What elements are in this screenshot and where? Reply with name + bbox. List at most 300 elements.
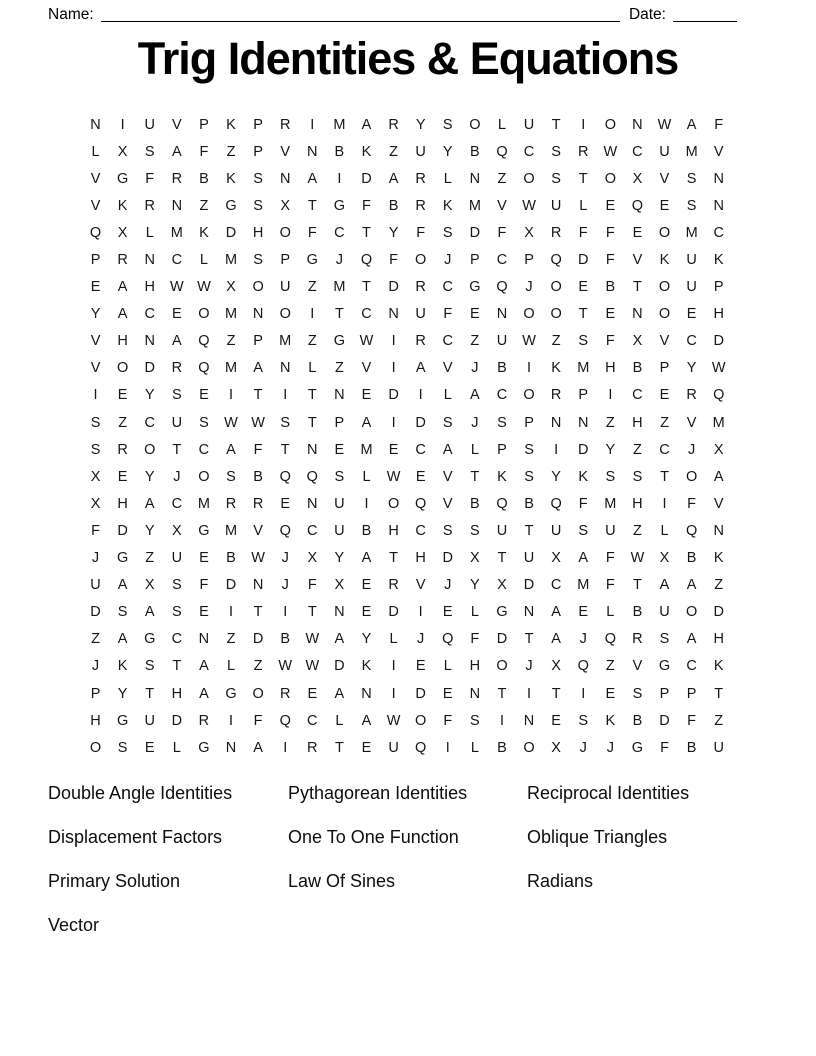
grid-letter: G xyxy=(631,739,644,756)
grid-letter: Z xyxy=(632,441,642,458)
grid-letter: Y xyxy=(334,550,345,567)
grid-letter: K xyxy=(659,252,670,269)
grid-letter: X xyxy=(551,658,561,675)
grid-letter: F xyxy=(578,495,588,512)
grid-letter: X xyxy=(90,495,101,512)
grid-letter: C xyxy=(334,224,345,241)
grid-letter: U xyxy=(496,522,508,539)
grid-letter: F xyxy=(714,116,724,133)
grid-letter: Z xyxy=(470,333,480,350)
grid-letter: H xyxy=(605,360,616,377)
grid-letter: E xyxy=(361,577,372,594)
grid-letter: K xyxy=(713,658,724,675)
grid-letter: Z xyxy=(199,197,209,214)
grid-letter: U xyxy=(713,739,724,756)
grid-letter: E xyxy=(605,685,616,702)
grid-letter: I xyxy=(581,685,586,702)
grid-letter: V xyxy=(90,333,101,350)
grid-letter: P xyxy=(90,685,101,702)
grid-letter: A xyxy=(171,143,182,160)
grid-letter: V xyxy=(442,495,453,512)
grid-letter: M xyxy=(224,306,238,323)
grid-letter: R xyxy=(198,712,210,729)
name-blank-line xyxy=(101,21,620,22)
grid-letter: U xyxy=(550,197,562,214)
grid-letter: S xyxy=(171,387,182,404)
grid-letter: N xyxy=(388,306,399,323)
grid-letter: I xyxy=(364,495,369,512)
grid-letter: Z xyxy=(226,143,236,160)
grid-letter: H xyxy=(117,495,128,512)
word-list-item: Primary Solution xyxy=(48,871,181,891)
grid-letter: F xyxy=(497,224,507,241)
grid-letter: D xyxy=(469,224,481,241)
grid-letter: J xyxy=(471,360,479,377)
grid-letter: D xyxy=(334,658,345,675)
grid-letter: F xyxy=(687,712,697,729)
grid-letter: S xyxy=(334,468,345,485)
grid-letter: T xyxy=(362,279,371,296)
grid-letter: X xyxy=(117,143,128,160)
grid-letter: O xyxy=(252,685,264,702)
grid-letter: L xyxy=(497,116,506,133)
grid-letter: T xyxy=(145,685,155,702)
grid-letter: Q xyxy=(496,279,508,296)
grid-letter: T xyxy=(334,306,344,323)
grid-letter: N xyxy=(523,604,535,621)
grid-letter: Q xyxy=(279,522,291,539)
grid-letter: T xyxy=(172,658,182,675)
grid-letter: O xyxy=(469,116,481,133)
grid-letter: E xyxy=(280,495,291,512)
grid-letter: S xyxy=(199,414,209,431)
grid-letter: C xyxy=(198,441,210,458)
grid-letter: S xyxy=(524,468,534,485)
grid-letter: Z xyxy=(632,522,642,539)
grid-letter: V xyxy=(659,170,670,187)
grid-letter: A xyxy=(253,739,263,756)
grid-letter: P xyxy=(90,252,101,269)
grid-letter: S xyxy=(117,739,128,756)
grid-letter: N xyxy=(713,197,724,214)
grid-letter: N xyxy=(198,631,210,648)
grid-letter: N xyxy=(496,306,508,323)
grid-letter: S xyxy=(171,577,182,594)
grid-letter: T xyxy=(632,577,642,594)
grid-letter: N xyxy=(550,414,562,431)
grid-letter: T xyxy=(389,550,398,567)
grid-letter: I xyxy=(283,739,288,756)
grid-letter: T xyxy=(714,685,724,702)
word-list-item: Pythagorean Identities xyxy=(288,783,468,803)
grid-letter: J xyxy=(471,414,479,431)
grid-letter: A xyxy=(253,360,263,377)
grid-letter: I xyxy=(391,333,396,350)
grid-letter: N xyxy=(144,252,155,269)
grid-letter: N xyxy=(90,116,101,133)
grid-letter: R xyxy=(415,197,426,214)
grid-letter: M xyxy=(224,522,238,539)
grid-letter: E xyxy=(144,739,155,756)
grid-letter: G xyxy=(144,631,156,648)
grid-letter: I xyxy=(499,712,504,729)
grid-letter: N xyxy=(361,685,372,702)
grid-letter: M xyxy=(224,252,238,269)
grid-letter: X xyxy=(632,170,643,187)
grid-letter: Q xyxy=(415,739,427,756)
grid-letter: H xyxy=(388,522,399,539)
grid-letter: W xyxy=(657,116,672,133)
grid-letter: S xyxy=(686,170,697,187)
grid-letter: G xyxy=(469,279,481,296)
grid-letter: W xyxy=(251,414,265,431)
grid-letter: M xyxy=(197,495,210,512)
grid-letter: A xyxy=(117,279,128,296)
grid-letter: K xyxy=(551,360,561,377)
grid-letter: Q xyxy=(550,495,562,512)
grid-letter: O xyxy=(658,306,671,323)
grid-letter: D xyxy=(659,712,670,729)
grid-letter: W xyxy=(224,414,238,431)
grid-letter: F xyxy=(389,252,398,269)
grid-letter: D xyxy=(144,360,155,377)
grid-letter: N xyxy=(469,685,481,702)
grid-letter: I xyxy=(581,116,586,133)
grid-letter: J xyxy=(281,550,289,567)
grid-letter: R xyxy=(632,631,643,648)
grid-letter: G xyxy=(306,252,318,269)
grid-letter: R xyxy=(279,685,291,702)
grid-letter: T xyxy=(497,550,507,567)
grid-letter: O xyxy=(685,604,698,621)
grid-letter: G xyxy=(117,550,129,567)
grid-letter: F xyxy=(307,224,317,241)
grid-letter: A xyxy=(551,631,561,648)
grid-letter: N xyxy=(632,306,643,323)
grid-letter: O xyxy=(252,279,264,296)
grid-letter: S xyxy=(497,414,507,431)
grid-letter: I xyxy=(310,306,315,323)
grid-letter: W xyxy=(630,550,645,567)
grid-letter: S xyxy=(632,468,643,485)
grid-letter: X xyxy=(90,468,101,485)
grid-letter: A xyxy=(442,441,453,458)
grid-letter: V xyxy=(442,468,453,485)
grid-letter: C xyxy=(171,252,183,269)
grid-letter: M xyxy=(333,116,346,133)
grid-letter: Y xyxy=(361,631,372,648)
grid-letter: I xyxy=(120,116,125,133)
grid-letter: V xyxy=(90,360,101,377)
grid-letter: S xyxy=(171,604,182,621)
grid-letter: A xyxy=(659,577,670,594)
word-list xyxy=(0,771,816,951)
grid-letter: X xyxy=(226,279,236,296)
grid-letter: A xyxy=(578,550,589,567)
grid-letter: B xyxy=(686,550,697,567)
grid-letter: X xyxy=(307,550,318,567)
grid-letter: E xyxy=(117,468,128,485)
grid-letter: E xyxy=(551,712,561,729)
grid-letter: Z xyxy=(660,414,669,431)
grid-letter: V xyxy=(442,360,453,377)
grid-letter: E xyxy=(307,685,318,702)
grid-letter: Q xyxy=(631,197,644,214)
grid-letter: Q xyxy=(442,631,454,648)
grid-letter: X xyxy=(524,224,534,241)
grid-letter: Y xyxy=(144,468,155,485)
grid-letter: P xyxy=(713,279,724,296)
grid-letter: A xyxy=(334,685,345,702)
grid-letter: Y xyxy=(470,577,480,594)
grid-letter: Z xyxy=(307,333,317,350)
grid-letter: F xyxy=(253,441,263,458)
grid-letter: H xyxy=(713,631,724,648)
grid-letter: W xyxy=(305,631,320,648)
grid-letter: N xyxy=(307,495,318,512)
grid-letter: V xyxy=(686,414,697,431)
grid-letter: R xyxy=(144,197,155,214)
grid-letter: H xyxy=(90,712,101,729)
word-list-item: One To One Function xyxy=(288,827,459,847)
grid-letter: E xyxy=(361,739,372,756)
grid-letter: S xyxy=(605,468,616,485)
grid-letter: Q xyxy=(415,495,427,512)
grid-letter: X xyxy=(334,577,345,594)
grid-letter: A xyxy=(361,414,372,431)
grid-letter: R xyxy=(415,333,426,350)
grid-letter: J xyxy=(606,739,614,756)
grid-letter: W xyxy=(359,333,374,350)
grid-letter: V xyxy=(415,577,426,594)
grid-letter: Z xyxy=(226,631,236,648)
grid-letter: B xyxy=(632,712,643,729)
grid-letter: L xyxy=(172,739,181,756)
grid-letter: Z xyxy=(714,712,724,729)
grid-letter: F xyxy=(443,306,453,323)
grid-letter: T xyxy=(280,441,290,458)
grid-letter: Q xyxy=(89,224,102,241)
grid-letter: D xyxy=(442,550,453,567)
grid-letter: S xyxy=(226,468,236,485)
grid-letter: I xyxy=(391,414,396,431)
grid-letter: V xyxy=(253,522,263,539)
grid-letter: S xyxy=(578,712,589,729)
grid-letter: L xyxy=(389,631,398,648)
grid-letter: G xyxy=(198,739,210,756)
grid-letter: O xyxy=(523,387,535,404)
grid-letter: T xyxy=(551,685,561,702)
grid-letter: L xyxy=(199,252,208,269)
grid-letter: O xyxy=(198,306,210,323)
grid-letter: C xyxy=(361,306,372,323)
grid-letter: C xyxy=(415,441,426,458)
grid-letter: T xyxy=(524,631,534,648)
grid-letter: S xyxy=(578,333,589,350)
grid-letter: A xyxy=(686,631,697,648)
grid-letter: W xyxy=(386,468,401,485)
grid-letter: D xyxy=(117,522,128,539)
grid-letter: E xyxy=(415,658,426,675)
grid-letter: D xyxy=(523,577,535,594)
grid-letter: L xyxy=(579,197,588,214)
grid-letter: Z xyxy=(145,550,155,567)
grid-letter: R xyxy=(307,739,318,756)
grid-letter: P xyxy=(659,685,670,702)
grid-letter: X xyxy=(470,550,480,567)
grid-letter: P xyxy=(524,414,534,431)
grid-letter: E xyxy=(442,604,453,621)
grid-letter: J xyxy=(579,739,587,756)
grid-letter: A xyxy=(551,604,561,621)
grid-letter: S xyxy=(253,252,263,269)
grid-letter: F xyxy=(605,252,615,269)
grid-letter: A xyxy=(361,550,372,567)
grid-letter: M xyxy=(333,279,346,296)
grid-letter: O xyxy=(550,279,562,296)
grid-letter: D xyxy=(415,414,426,431)
grid-letter: J xyxy=(525,279,533,296)
grid-letter: J xyxy=(444,577,452,594)
grid-letter: T xyxy=(362,224,371,241)
word-list-item: Double Angle Identities xyxy=(48,783,233,803)
grid-letter: T xyxy=(307,414,317,431)
grid-letter: B xyxy=(226,550,236,567)
grid-letter: W xyxy=(386,712,401,729)
grid-letter: N xyxy=(523,712,535,729)
grid-letter: C xyxy=(523,143,535,160)
grid-letter: E xyxy=(361,387,372,404)
header xyxy=(48,6,737,24)
grid-letter: U xyxy=(144,116,155,133)
grid-letter: S xyxy=(578,522,589,539)
grid-letter: L xyxy=(145,224,154,241)
grid-letter: D xyxy=(577,252,589,269)
grid-letter: F xyxy=(687,495,697,512)
grid-letter: J xyxy=(335,252,344,269)
grid-letter: D xyxy=(90,604,101,621)
grid-letter: N xyxy=(279,360,291,377)
grid-letter: H xyxy=(632,495,643,512)
grid-letter: G xyxy=(225,197,237,214)
grid-letter: G xyxy=(117,712,129,729)
date-label: Date: xyxy=(628,6,666,23)
grid-letter: S xyxy=(632,685,643,702)
grid-letter: Y xyxy=(442,143,453,160)
grid-letter: S xyxy=(470,712,480,729)
grid-letter: G xyxy=(496,604,508,621)
grid-letter: L xyxy=(226,658,236,675)
grid-letter: P xyxy=(659,360,670,377)
grid-letter: F xyxy=(307,577,317,594)
grid-letter: J xyxy=(687,441,696,458)
grid-letter: S xyxy=(144,143,155,160)
grid-letter: M xyxy=(685,224,698,241)
grid-letter: C xyxy=(144,306,155,323)
word-list-item: Displacement Factors xyxy=(48,827,223,847)
grid-letter: Q xyxy=(279,712,291,729)
grid-letter: P xyxy=(497,441,507,458)
grid-letter: A xyxy=(713,468,724,485)
grid-letter: U xyxy=(334,495,345,512)
word-list-item: Oblique Triangles xyxy=(527,827,668,847)
grid-letter: S xyxy=(659,631,670,648)
grid-letter: Y xyxy=(144,522,155,539)
grid-letter: G xyxy=(333,197,346,214)
grid-letter: Q xyxy=(604,631,616,648)
grid-letter: Z xyxy=(307,279,317,296)
grid-letter: P xyxy=(253,333,263,350)
grid-letter: I xyxy=(608,387,613,404)
grid-letter: F xyxy=(660,739,669,756)
grid-letter: N xyxy=(713,522,724,539)
grid-letter: Q xyxy=(685,522,698,539)
grid-letter: E xyxy=(388,441,399,458)
grid-letter: W xyxy=(169,279,184,296)
grid-letter: B xyxy=(253,468,263,485)
grid-letter: K xyxy=(442,197,453,214)
grid-letter: E xyxy=(334,441,345,458)
grid-letter: U xyxy=(659,604,670,621)
grid-letter: L xyxy=(443,387,452,404)
grid-letter: P xyxy=(524,252,534,269)
grid-letter: J xyxy=(173,468,181,485)
grid-letter: Q xyxy=(360,252,373,269)
grid-letter: Q xyxy=(496,143,508,160)
grid-letter: A xyxy=(226,441,236,458)
grid-letter: A xyxy=(686,116,697,133)
grid-letter: E xyxy=(199,604,209,621)
grid-letter: D xyxy=(252,631,264,648)
grid-letter: P xyxy=(253,143,263,160)
grid-letter: Y xyxy=(605,441,616,458)
grid-letter: E xyxy=(605,197,616,214)
grid-letter: E xyxy=(199,550,209,567)
grid-letter: S xyxy=(442,116,453,133)
grid-letter: F xyxy=(416,224,426,241)
grid-letter: O xyxy=(117,360,129,377)
grid-letter: P xyxy=(470,252,480,269)
grid-letter: I xyxy=(229,387,234,404)
grid-letter: N xyxy=(632,116,643,133)
grid-letter: O xyxy=(604,116,616,133)
grid-letter: Y xyxy=(388,224,399,241)
grid-letter: M xyxy=(170,224,183,241)
grid-letter: B xyxy=(388,197,399,214)
grid-letter: U xyxy=(388,739,399,756)
grid-letter: K xyxy=(117,197,128,214)
grid-letter: A xyxy=(415,360,426,377)
grid-letter: U xyxy=(171,550,183,567)
grid-letter: S xyxy=(144,658,155,675)
grid-letter: I xyxy=(554,441,559,458)
grid-letter: X xyxy=(171,522,182,539)
grid-letter: I xyxy=(527,360,532,377)
grid-letter: H xyxy=(415,550,426,567)
grid-letter: L xyxy=(470,441,479,458)
grid-letter: U xyxy=(550,522,562,539)
grid-letter: E xyxy=(117,387,128,404)
grid-letter: C xyxy=(307,522,318,539)
grid-letter: C xyxy=(442,333,453,350)
grid-letter: C xyxy=(659,441,670,458)
grid-letter: J xyxy=(525,658,533,675)
word-list-column xyxy=(48,771,232,947)
grid-letter: N xyxy=(144,333,155,350)
grid-letter: N xyxy=(252,577,264,594)
grid-letter: D xyxy=(171,712,183,729)
grid-letter: S xyxy=(442,522,453,539)
